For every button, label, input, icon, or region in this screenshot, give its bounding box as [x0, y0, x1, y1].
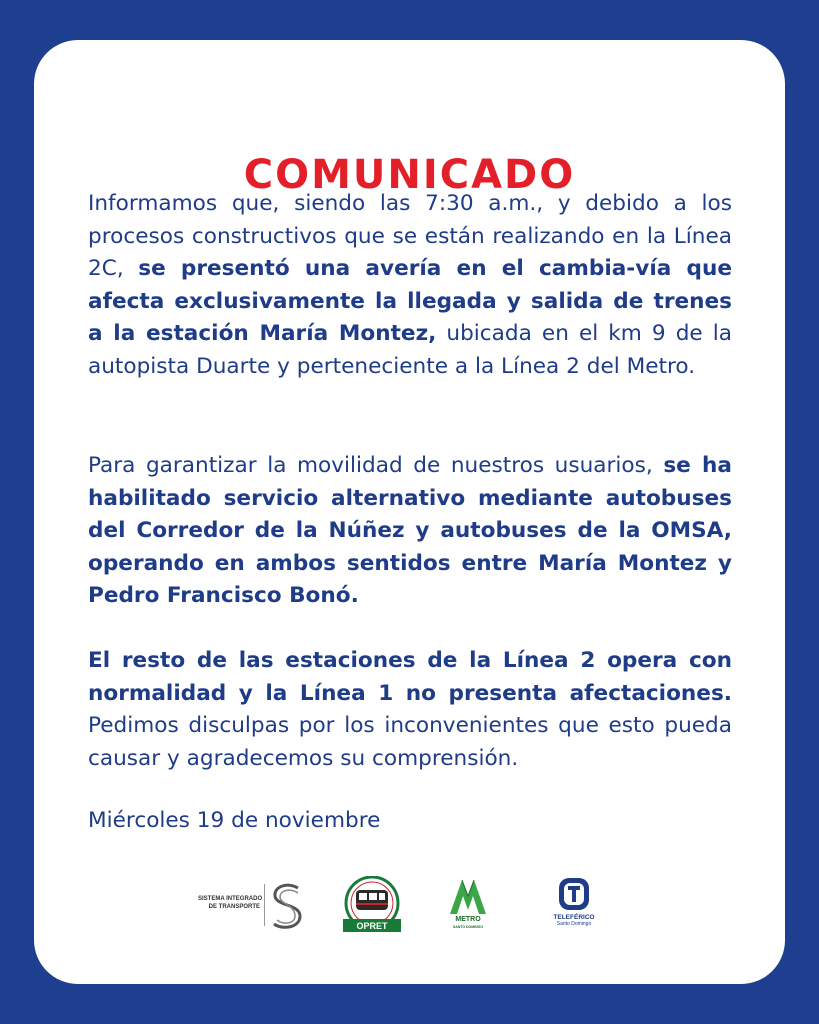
teleferico-logo [546, 876, 602, 936]
teleferico-logo-subtext: Santo Domingo [556, 921, 592, 927]
paragraph-alternative-highlight: se ha habilitado servicio alternativo mediante autobuses del Corredor de la Núñez y autobuses de la OMSA, operando en ambos sentidos entre María Montez y Pedro Francisco Bonó. [88, 453, 732, 608]
metro-logo-text: METRO [455, 916, 481, 923]
logo-row [34, 876, 785, 936]
sit-logo-text-line1: SISTEMA INTEGRADO [198, 896, 263, 902]
opret-logo-text: OPRET [356, 921, 388, 931]
sit-logo-divider [264, 884, 265, 926]
paragraph-incident-highlight: se presentó una avería en el cambia-vía que afecta exclusivamente la llegada y salida de trenes a la estación María Montez, [88, 256, 732, 346]
announcement-card [34, 40, 785, 984]
paragraph-status-highlight: El resto de las estaciones de la Línea 2 opera con normalidad y la Línea 1 no presenta afectaciones. [88, 648, 732, 706]
paragraph-incident [88, 188, 732, 383]
sit-s-icon [268, 880, 308, 934]
opret-logo [339, 876, 405, 936]
paragraph-alternative-service [88, 450, 732, 613]
metro-logo [446, 876, 490, 936]
teleferico-logo-text: TELEFÉRICO [553, 914, 595, 921]
metro-m-icon [446, 876, 490, 916]
announcement-title: COMUNICADO [243, 152, 576, 198]
paragraph-status-apology: Pedimos disculpas por los inconvenientes que esto pueda causar y agradecemos su comprensión. [88, 713, 732, 771]
sit-logo-text-line2: DE TRANSPORTE [208, 904, 260, 910]
paragraph-status [88, 645, 732, 775]
paragraph-alternative-intro: Para garantizar la movilidad de nuestros usuarios, [88, 453, 664, 478]
paragraph-incident-intro: Informamos que, siendo las 7:30 a.m., y debido a los procesos constructivos que se están realizando en la Línea 2C, [88, 191, 732, 281]
metro-logo-subtext: SANTO DOMINGO [452, 925, 484, 929]
teleferico-cabin-icon [546, 876, 602, 912]
sit-logo [198, 876, 308, 936]
announcement-date: Miércoles 19 de noviembre [88, 808, 381, 833]
paragraph-incident-location: ubicada en el km 9 de la autopista Duarte y perteneciente a la Línea 2 del Metro. [88, 321, 732, 379]
